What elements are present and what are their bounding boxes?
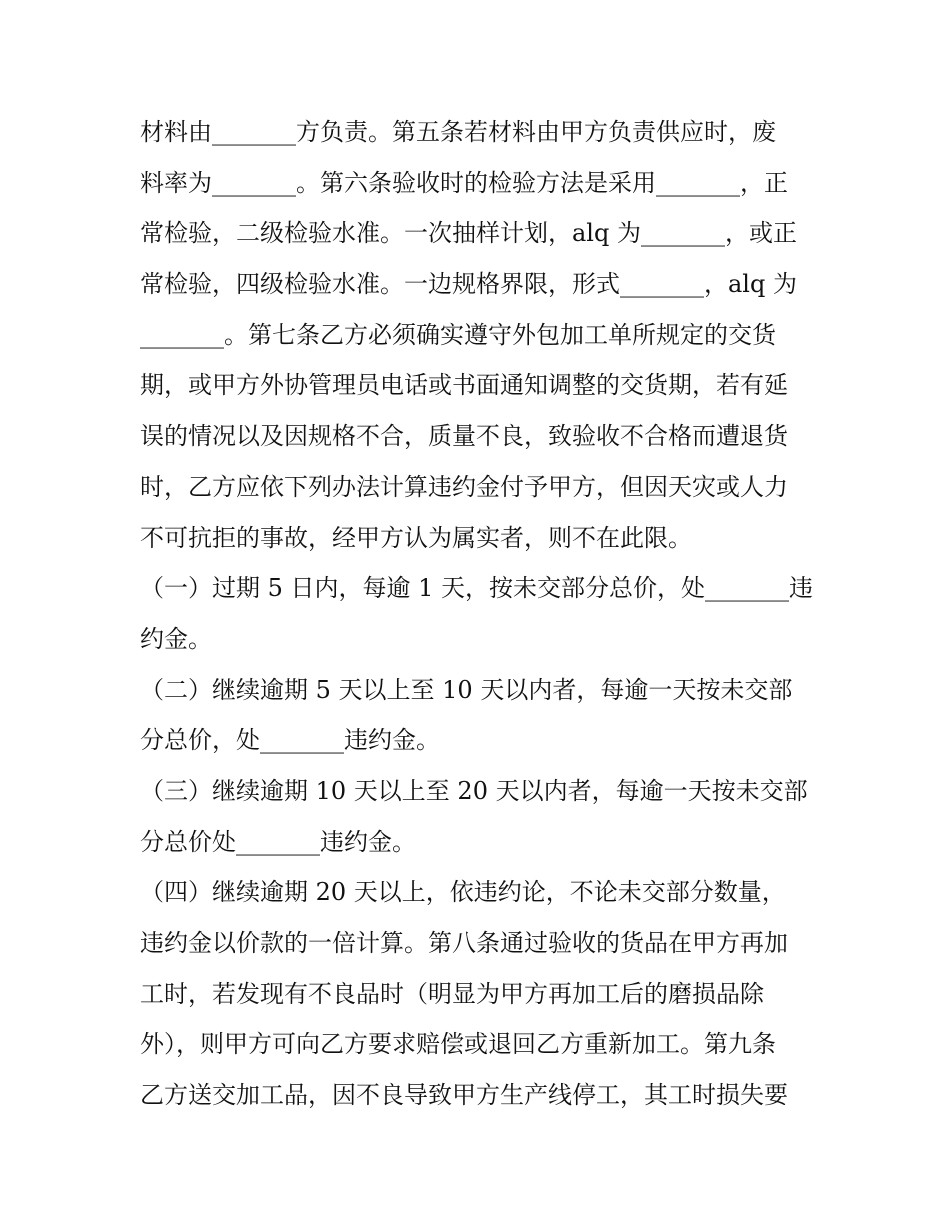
contract-text	[140, 107, 820, 1121]
text-line: 料率为_______。第六条验收时的检验方法是采用_______，正	[140, 168, 788, 197]
text-line: （三）继续逾期 10 天以上至 20 天以内者，每逾一天按未交部	[140, 776, 808, 805]
text-line: （二）继续逾期 5 天以上至 10 天以内者，每逾一天按未交部	[140, 675, 793, 704]
text-line: 工时，若发现有不良品时（明显为甲方再加工后的磨损品除	[140, 979, 764, 1008]
text-line: _______。第七条乙方必须确实遵守外包加工单所规定的交货	[140, 320, 776, 349]
text-line: （一）过期 5 日内，每逾 1 天，按未交部分总价，处_______违	[140, 574, 814, 603]
text-line: 常检验，二级检验水准。一次抽样计划，alq 为_______，或正	[140, 219, 797, 248]
text-line: 材料由_______方负责。第五条若材料由甲方负责供应时，废	[140, 118, 776, 146]
text-line: 期，或甲方外协管理员电话或书面通知调整的交货期，若有延	[140, 371, 788, 400]
text-line: 不可抗拒的事故，经甲方认为属实者，则不在此限。	[140, 523, 692, 552]
text-line: 乙方送交加工品，因不良导致甲方生产线停工，其工时损失要	[140, 1081, 788, 1110]
text-line: 误的情况以及因规格不合，质量不良，致验收不合格而遭退货	[140, 422, 788, 451]
text-line: 时，乙方应依下列办法计算违约金付予甲方，但因天灾或人力	[140, 472, 788, 501]
text-line: 分总价处_______违约金。	[140, 827, 416, 856]
text-line: 外），则甲方可向乙方要求赔偿或退回乙方重新加工。第九条	[140, 1030, 776, 1059]
text-line: 约金。	[140, 624, 212, 653]
text-line: （四）继续逾期 20 天以上，依违约论，不论未交部分数量，	[140, 878, 786, 907]
text-line: 常检验，四级检验水准。一边规格界限，形式_______，alq 为	[140, 270, 797, 299]
text-line: 违约金以价款的一倍计算。第八条通过验收的货品在甲方再加	[140, 929, 788, 957]
text-line: 分总价，处_______违约金。	[140, 726, 440, 755]
